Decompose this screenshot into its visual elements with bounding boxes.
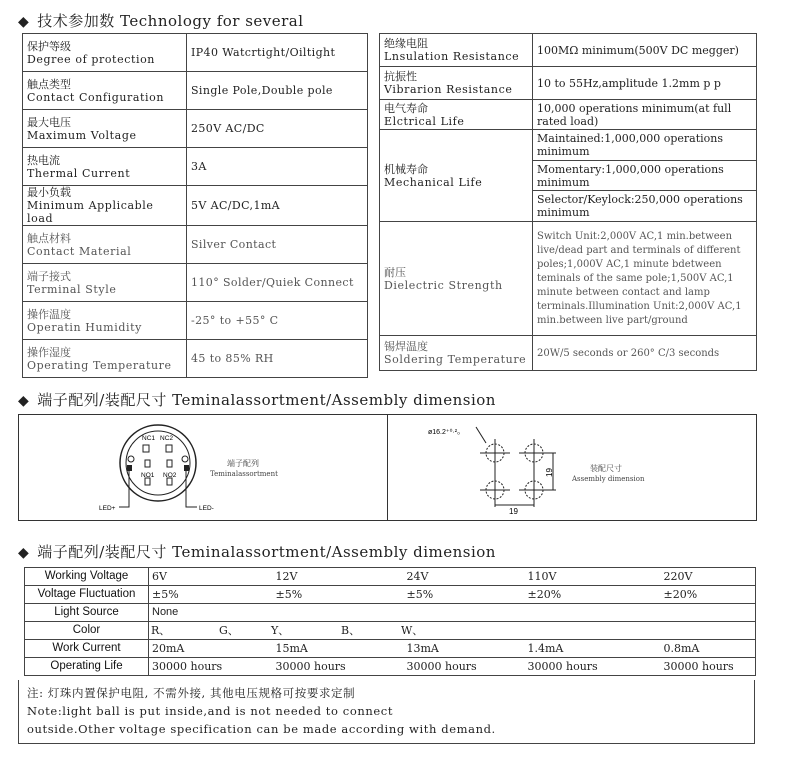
spec-value: IP40 Watcrtight/Oiltight: [187, 34, 368, 72]
assembly-label-en: Assembly dimension: [572, 475, 645, 483]
spec-value: Single Pole,Double pole: [187, 72, 368, 110]
table-cell: ±20%: [661, 586, 756, 604]
row-label: Work Current: [25, 640, 149, 658]
spec-row-dielectric: [380, 222, 757, 336]
spec-value: 5V AC/DC,1mA: [187, 186, 368, 226]
led-plus-lead: [119, 471, 129, 507]
spec-row-vibration: [380, 67, 757, 100]
section-title-terminal-2: ◆ 端子配列/装配尺寸 Teminalassortment/Assembly dimension: [18, 543, 496, 561]
led-pin: [184, 465, 189, 471]
spec-label-en: Lnsulation Resistance: [384, 50, 520, 63]
spec-label-en: Elctrical Life: [384, 114, 465, 128]
table-cell: 1.4mA: [525, 640, 661, 658]
table-row: [25, 604, 756, 622]
note-en-line-1: Note:light ball is put inside,and is not needed to connect: [27, 704, 394, 718]
spec-label-en: Maximum Voltage: [27, 128, 137, 142]
spec-label-cn: 锡焊温度: [384, 340, 428, 353]
terminal-pin: [128, 456, 134, 462]
spec-value: Silver Contact: [187, 226, 368, 264]
spec-label-en: Vibrarion Resistance: [384, 83, 513, 96]
table-cell: 0.8mA: [661, 640, 756, 658]
table-cell: None: [149, 604, 756, 622]
terminal-pin: [167, 460, 172, 467]
voltage-table: [24, 567, 756, 676]
led-minus-label: LED-: [199, 505, 214, 512]
spec-table-left: [22, 33, 368, 378]
spec-label-en: Dielectric Strength: [384, 278, 503, 292]
spec-label-cn: 触点类型: [27, 77, 71, 91]
terminal-label-cn: 端子配列: [227, 459, 259, 468]
spec-label-cn: 触点材料: [27, 231, 71, 245]
table-row: [25, 568, 756, 586]
note-cn: 注: 灯珠内置保护电阻, 不需外接, 其他电压规格可按要求定制: [27, 686, 356, 700]
spec-value: 10,000 operations minimum(at full rated load): [533, 100, 757, 130]
section-title-terminal-1: ◆ 端子配列/装配尺寸 Teminalassortment/Assembly dimension: [18, 391, 496, 409]
spec-label-en: Thermal Current: [27, 166, 131, 180]
table-cell: 30000 hours: [404, 658, 525, 676]
spec-label-cn: 抗振性: [384, 70, 417, 83]
spec-value: Switch Unit:2,000V AC,1 min.between live/dead part and terminals of different poles;1,000V AC,1 minute bdetween teminals of the same pole;1,500V AC,1 minute between contact and lamp terminals.Illumination Unit:2,000V AC,1 min.between live part/ground: [533, 222, 757, 336]
row-label: Voltage Fluctuation: [25, 586, 149, 604]
table-cell: ±5%: [404, 586, 525, 604]
spec-table-right: [379, 33, 757, 371]
spec-value: 45 to 85% RH: [187, 340, 368, 378]
note-en-line-2: outside.Other voltage specification can be made according with demand.: [27, 722, 496, 736]
spec-row: [23, 226, 368, 264]
spec-row: [23, 110, 368, 148]
table-cell: 6V: [149, 568, 273, 586]
terminal-diagram: [19, 415, 387, 520]
spec-row-mechanical: [380, 130, 757, 161]
spec-value: 20W/5 seconds or 260° C/3 seconds: [533, 336, 757, 371]
section-title-technology: ◆ 技术参加数 Technology for several: [18, 12, 304, 30]
table-cell: 220V: [661, 568, 756, 586]
nc1-label: NC1: [142, 435, 156, 442]
table-cell: 20mA: [149, 640, 273, 658]
nc2-label: NC2: [160, 435, 174, 442]
spec-label-en: Degree of protection: [27, 52, 155, 66]
spec-label-cn: 最小负载: [27, 186, 71, 199]
spec-label-cn: 电气寿命: [384, 101, 428, 115]
terminal-pin: [167, 478, 172, 485]
spec-label-cn: 操作温度: [27, 307, 71, 321]
terminal-pin: [145, 478, 150, 485]
row-label: Working Voltage: [25, 568, 149, 586]
table-cell: 24V: [404, 568, 525, 586]
table-cell: 30000 hours: [661, 658, 756, 676]
diamond-bullet-icon: ◆: [18, 545, 30, 561]
spec-row: [23, 186, 368, 226]
table-cell: ±5%: [149, 586, 273, 604]
table-cell: W、: [401, 624, 424, 637]
spec-label-en: Operatin Humidity: [27, 320, 142, 334]
table-row: [25, 622, 756, 640]
assembly-diagram-box: [18, 414, 757, 521]
spec-value: -25° to +55° C: [187, 302, 368, 340]
spec-row-soldering: [380, 336, 757, 371]
table-cell: ±5%: [273, 586, 404, 604]
spec-row: [23, 264, 368, 302]
spec-label-cn: 最大电压: [27, 115, 71, 129]
terminal-pin: [166, 445, 172, 452]
led-pin: [127, 465, 132, 471]
spec-row: [23, 148, 368, 186]
spec-value: Selector/Keylock:250,000 operations minimum: [533, 191, 757, 222]
spec-row: [23, 302, 368, 340]
terminal-pin: [143, 445, 149, 452]
assembly-label-cn: 装配尺寸: [590, 464, 622, 473]
row-label: Color: [25, 622, 149, 640]
spec-row-insulation: [380, 34, 757, 67]
terminal-outline-circle: [120, 425, 196, 501]
leader-line: [476, 427, 486, 443]
spec-label-cn: 耐压: [384, 265, 406, 279]
table-cell: 12V: [273, 568, 404, 586]
table-row: [25, 658, 756, 676]
terminal-pin: [145, 460, 150, 467]
table-cell: 30000 hours: [525, 658, 661, 676]
spec-label-cn: 机械寿命: [384, 162, 428, 176]
spec-label-en: Minimum Applicable load: [27, 199, 154, 225]
spec-label-cn: 保护等级: [27, 39, 71, 53]
table-cell: 30000 hours: [149, 658, 273, 676]
table-cell: G、: [219, 624, 239, 637]
spec-value: 3A: [187, 148, 368, 186]
spec-value: Momentary:1,000,000 operations minimum: [533, 161, 757, 191]
table-cell: 30000 hours: [273, 658, 404, 676]
row-label: Light Source: [25, 604, 149, 622]
led-plus-label: LED+: [99, 505, 116, 512]
spec-label-en: Operating Temperature: [27, 358, 172, 372]
spec-value: 110° Solder/Quiek Connect: [187, 264, 368, 302]
no1-label: NO1: [141, 472, 155, 479]
spec-row: [23, 340, 368, 378]
spec-label-en: Contact Material: [27, 244, 132, 258]
spec-label-cn: 端子接式: [27, 269, 71, 283]
spec-value: 10 to 55Hz,amplitude 1.2mm p p: [533, 67, 757, 100]
spec-label-en: Terminal Style: [27, 282, 117, 296]
table-cell: ±20%: [525, 586, 661, 604]
table-row: [25, 586, 756, 604]
dim-vertical-label: 19: [545, 468, 554, 477]
table-cell: 110V: [525, 568, 661, 586]
row-label: Operating Life: [25, 658, 149, 676]
dim-horizontal-label: 19: [509, 507, 518, 516]
table-cell: 15mA: [273, 640, 404, 658]
spec-value: Maintained:1,000,000 operations minimum: [533, 130, 757, 161]
spec-label-cn: 操作湿度: [27, 345, 71, 359]
spec-row-electrical: [380, 100, 757, 130]
spec-value: 100MΩ minimum(500V DC megger): [533, 34, 757, 67]
table-cell: B、: [341, 624, 361, 637]
spec-label-en: Soldering Temperature: [384, 353, 527, 366]
led-minus-lead: [186, 471, 197, 507]
terminal-inner-circle: [126, 431, 190, 495]
terminal-pin: [182, 456, 188, 462]
diamond-bullet-icon: ◆: [18, 14, 30, 30]
spec-label-en: Mechanical Life: [384, 175, 483, 189]
table-cell: R、: [151, 624, 171, 637]
spec-label-en: Contact Configuration: [27, 90, 165, 104]
no2-label: NO2: [163, 472, 177, 479]
table-row: [25, 640, 756, 658]
assembly-dimension-diagram: [388, 415, 756, 520]
spec-row: [23, 72, 368, 110]
diamond-bullet-icon: ◆: [18, 393, 30, 409]
terminal-label-en: Teminalassortment: [210, 470, 278, 478]
spec-label-cn: 绝缘电阻: [384, 37, 428, 50]
table-cell: 13mA: [404, 640, 525, 658]
phi-label: ø16.2⁺⁰·²₀: [428, 429, 460, 436]
spec-value: 250V AC/DC: [187, 110, 368, 148]
spec-row: [23, 34, 368, 72]
table-cell: Y、: [271, 624, 290, 637]
spec-label-cn: 热电流: [27, 153, 60, 167]
note-box: [18, 680, 755, 744]
